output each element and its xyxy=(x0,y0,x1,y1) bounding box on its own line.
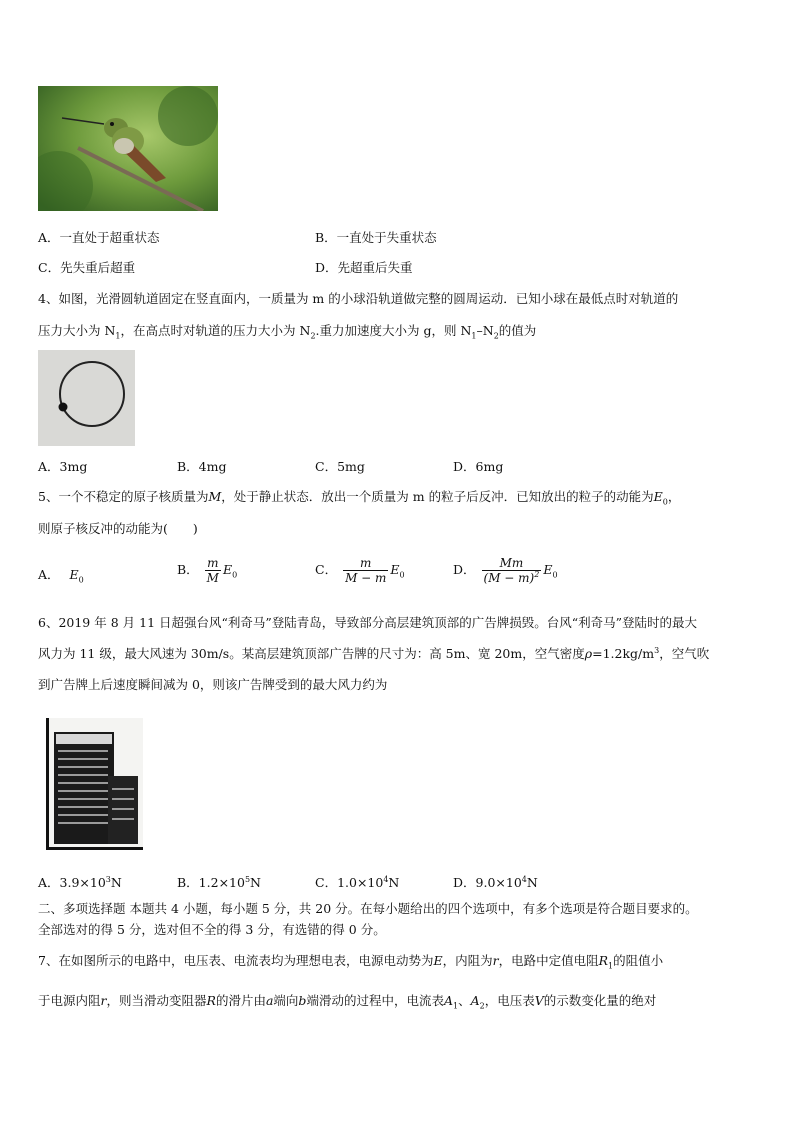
q6-option-d: D．$9.0\times 10^4N$ xyxy=(453,874,538,890)
q5-line-1: 5、一个不稳定的原子核质量为M，处于静止状态．放出一个质量为 m 的粒子后反冲．已知放出的粒子的动能为$E_0$， xyxy=(38,489,681,507)
hummingbird-photo xyxy=(38,86,218,211)
circular-track-figure xyxy=(38,350,135,446)
q4-option-a: A．3mg xyxy=(38,459,88,474)
q6-option-a: A．$3.9\times 10^3N$ xyxy=(38,874,122,890)
fraction: $\frac{m}{M}$ xyxy=(206,556,219,585)
q7-line-2: 于电源内阻r，则当滑动变阻器R的滑片由a端向b端滑动的过程中，电流表$A_1$、$A_2$，电压表V的示数变化量的绝对 xyxy=(38,993,657,1011)
q3-option-b: B．一直处于失重状态 xyxy=(315,230,437,245)
section-2-line-1: 二、多项选择题 本题共 4 小题，每小题 5 分，共 20 分。在每小题给出的四个选项中，有多个选项是符合题目要求的。 xyxy=(38,901,698,916)
q3-option-c: C．先失重后超重 xyxy=(38,260,136,275)
q6-option-c: C．$1.0\times 10^4N$ xyxy=(315,874,400,890)
q5-option-b: B． $\frac{m}{M}$ $E_0$ xyxy=(177,556,238,585)
q6-option-b: B．$1.2\times 10^5N$ xyxy=(177,874,261,890)
q6-line-2: 风力为 11 级，最大风速为 30m/s。某高层建筑顶部广告牌的尺寸为：高 5m、宽 20m，空气密度$\rho=1.2kg/m^3$，空气吹 xyxy=(38,645,710,661)
q5-line-2: 则原子核反冲的动能为( ) xyxy=(38,521,198,536)
fraction: $\frac{Mm}{(M - m)^2}$ xyxy=(483,556,540,585)
q5-option-a: A． $E_0$ xyxy=(38,567,84,585)
q4-option-d: D．6mg xyxy=(453,459,504,474)
q4-option-b: B．4mg xyxy=(177,459,227,474)
q3-option-a: A．一直处于超重状态 xyxy=(38,230,160,245)
q4-line-2: 压力大小为 $N_1$，在高点时对轨道的压力大小为 $N_2$.重力加速度大小为 g，则 $N_1-N_2$的值为 xyxy=(38,323,537,341)
q3-option-d: D．先超重后失重 xyxy=(315,260,413,275)
q5-option-c: C． $\frac{m}{M - m}$ $E_0$ xyxy=(315,556,405,585)
q4-line-1: 4、如图，光滑圆轨道固定在竖直面内，一质量为 m 的小球沿轨道做完整的圆周运动．已知小球在最低点时对轨道的 xyxy=(38,291,679,306)
q6-line-1: 6、2019 年 8 月 11 日超强台风“利奇马”登陆青岛，导致部分高层建筑顶部的广告牌损毁。台风“利奇马”登陆时的最大 xyxy=(38,615,698,630)
q5-option-d: D． $\frac{Mm}{(M - m)^2}$ $E_0$ xyxy=(453,556,558,585)
q4-option-c: C．5mg xyxy=(315,459,365,474)
building-photo xyxy=(46,718,143,850)
q7-line-1: 7、在如图所示的电路中，电压表、电流表均为理想电表，电源电动势为E，内阻为r，电路中定值电阻$R_1$的阻值小 xyxy=(38,953,664,971)
section-2-line-2: 全部选对的得 5 分，选对但不全的得 3 分，有选错的得 0 分。 xyxy=(38,922,386,937)
q6-line-3: 到广告牌上后速度瞬间减为 0，则该广告牌受到的最大风力约为 xyxy=(38,677,388,692)
fraction: $\frac{m}{M - m}$ xyxy=(345,556,387,585)
